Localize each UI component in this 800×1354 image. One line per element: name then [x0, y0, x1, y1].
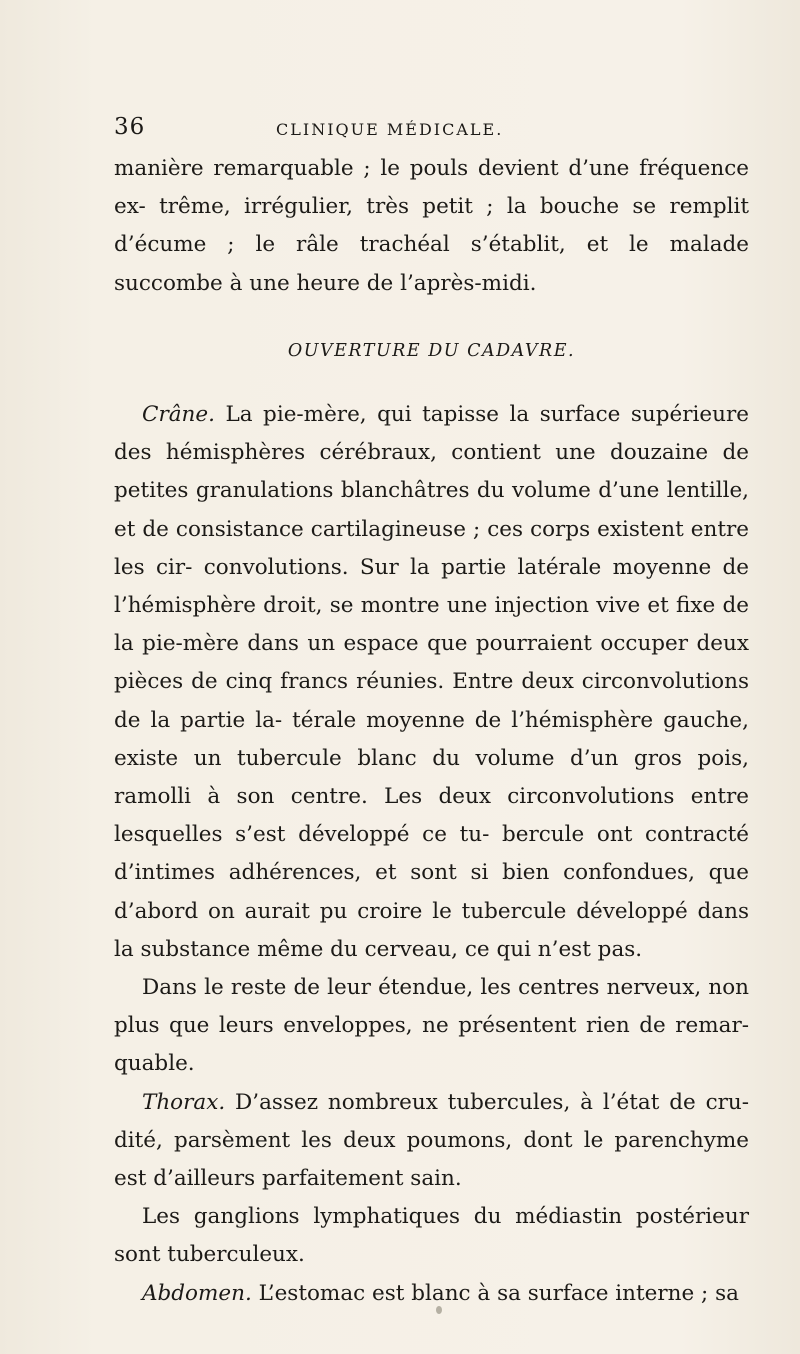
paragraph-thorax — [114, 1084, 749, 1199]
paragraph-abdomen — [114, 1275, 749, 1313]
ink-speck — [436, 1306, 442, 1314]
running-head: CLINIQUE MÉDICALE. — [276, 120, 504, 139]
paragraph-centres-nerveux: Dans le reste de leur étendue, les centres nerveux, non plus que leurs enveloppes, ne présentent rien de remar- quable. — [114, 975, 749, 1077]
paragraph-ganglions: Les ganglions lymphatiques du médiastin postérieur sont tuberculeux. — [114, 1204, 749, 1268]
section-title: OUVERTURE DU CADAVRE. — [287, 340, 576, 361]
paragraph-crane — [114, 396, 749, 969]
page-number: 36 — [114, 114, 146, 140]
page-header — [114, 114, 744, 144]
page-body — [114, 150, 749, 1313]
paragraph-continuation: manière remarquable ; le pouls devient d’une fréquence ex- trême, irrégulier, très petit ; la bouche se remplit d’écume ; le râle trachéal s’établit, et le malade succombe à une heure de l’après-midi. — [114, 156, 749, 296]
paragraph-lead-crane: Crâne. — [142, 402, 215, 428]
paragraph-text-abdomen: L’estomac est blanc à sa surface interne ; sa — [251, 1280, 739, 1306]
paragraph-lead-thorax: Thorax. — [142, 1089, 226, 1115]
paragraph-lead-abdomen: Abdomen. — [142, 1280, 252, 1306]
paragraph-text-crane: La pie-mère, qui tapisse la surface supérieure des hémisphères cérébraux, contient une douzaine de petites granulations blanchâtres du volume d’une lentille, et de consistance cartilagineuse ; ces corps existent entre les cir- convolutions. Sur la partie latérale moyenne de l’hémisphère droit, se montre une injection vive et fixe de la pie-mère dans un espace que pourraient occuper deux pièces de cinq francs réunies. Entre deux circonvolutions de la partie la- térale moyenne de l’hémisphère gauche, existe un tubercule blanc du volume d’un gros pois, ramolli à son centre. Les deux circonvolutions entre lesquelles s’est développé ce tu- bercule ont contracté d’intimes adhérences, et sont si bien confondues, que d’abord on aurait pu croire le tubercule développé dans la substance même du cerveau, ce qui n’est pas. — [114, 402, 749, 962]
paragraph-text-thorax: D’assez nombreux tubercules, à l’état de cru- dité, parsèment les deux poumons, dont le parenchyme est d’ailleurs parfaitement sain. — [114, 1089, 749, 1192]
